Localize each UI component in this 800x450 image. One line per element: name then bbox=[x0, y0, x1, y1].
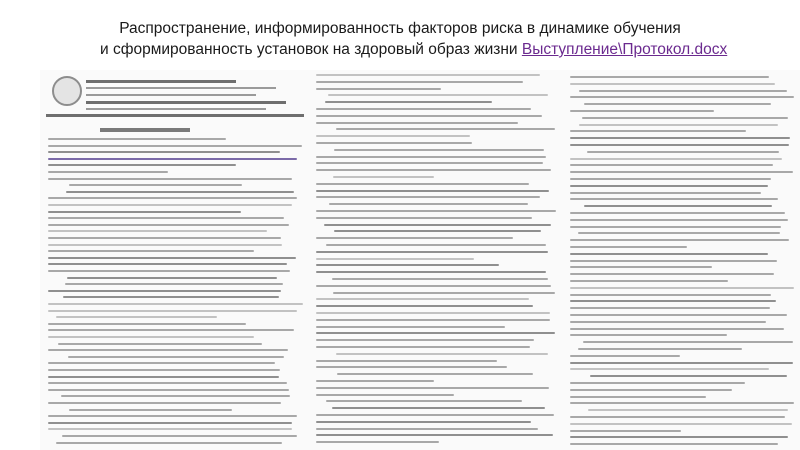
scanned-text-line bbox=[316, 88, 441, 90]
scanned-text-line bbox=[325, 101, 492, 103]
scanned-text-line bbox=[570, 321, 766, 323]
scanned-text-line bbox=[48, 257, 296, 259]
scanned-text-line bbox=[48, 270, 290, 272]
scanned-text-line bbox=[578, 232, 780, 234]
slide-title-line-2 bbox=[100, 39, 728, 60]
scanned-text-line bbox=[316, 285, 551, 287]
scanned-text-line bbox=[333, 176, 434, 178]
scanned-text-line bbox=[329, 203, 528, 205]
scanned-text-line bbox=[316, 264, 499, 266]
scanned-text-line bbox=[48, 329, 294, 331]
scanned-text-line bbox=[570, 396, 706, 398]
scanned-text-line bbox=[570, 307, 770, 309]
scanned-text-line bbox=[48, 376, 279, 378]
scanned-text-line bbox=[570, 334, 727, 336]
scanned-text-line bbox=[63, 296, 279, 298]
scanned-text-line bbox=[570, 246, 687, 248]
scanned-text-line bbox=[48, 158, 297, 160]
scanned-text-line bbox=[48, 250, 254, 252]
scanned-text-line bbox=[48, 224, 289, 226]
scanned-text-line bbox=[48, 211, 241, 213]
questionnaire-heading-line bbox=[100, 128, 190, 132]
scanned-text-line bbox=[570, 164, 773, 166]
scanned-text-line bbox=[570, 287, 794, 289]
scanned-text-line bbox=[48, 415, 297, 417]
scanned-text-line bbox=[316, 135, 470, 137]
scanned-text-line bbox=[316, 428, 538, 430]
scanned-text-line bbox=[316, 108, 531, 110]
scanned-text-line bbox=[570, 368, 769, 370]
scanned-text-line bbox=[316, 196, 540, 198]
scanned-text-line bbox=[48, 151, 280, 153]
scanned-text-line bbox=[579, 124, 778, 126]
slide-title-line-2-text: и сформированность установок на здоровый образ жизни bbox=[100, 41, 522, 58]
scanned-text-line bbox=[316, 122, 518, 124]
scanned-text-line bbox=[570, 273, 774, 275]
scanned-text-line bbox=[324, 224, 551, 226]
scanned-text-line bbox=[570, 83, 775, 85]
scanned-text-line bbox=[48, 197, 297, 199]
scanned-text-line bbox=[48, 244, 282, 246]
header-text-line bbox=[86, 94, 256, 96]
scanned-text-line bbox=[316, 169, 551, 171]
header-text-line bbox=[86, 87, 276, 89]
scanned-text-line bbox=[570, 314, 787, 316]
scanned-text-line bbox=[583, 341, 793, 343]
scanned-text-line bbox=[48, 263, 287, 265]
scanned-text-line bbox=[48, 422, 292, 424]
scanned-text-line bbox=[67, 277, 277, 279]
scanned-text-line bbox=[316, 366, 507, 368]
scanned-text-line bbox=[316, 332, 555, 334]
header-text-line bbox=[86, 108, 266, 110]
scanned-text-line bbox=[337, 373, 533, 375]
scanned-text-line bbox=[570, 144, 789, 146]
scanned-text-line bbox=[570, 266, 712, 268]
scanned-text-line bbox=[316, 312, 550, 314]
scanned-text-line bbox=[334, 230, 541, 232]
scanned-text-line bbox=[316, 210, 556, 212]
scanned-text-line bbox=[570, 171, 793, 173]
scanned-text-line bbox=[48, 349, 288, 351]
scanned-text-line bbox=[336, 353, 548, 355]
scanned-text-line bbox=[48, 362, 275, 364]
scanned-questionnaire-page-3 bbox=[566, 70, 800, 450]
scanned-text-line bbox=[570, 178, 771, 180]
slide-title-line-1: Распространение, информированность факторов риска в динамике обучения bbox=[119, 20, 681, 37]
scanned-text-line bbox=[316, 434, 553, 436]
scanned-text-line bbox=[328, 94, 548, 96]
scanned-text-line bbox=[570, 260, 777, 262]
scanned-text-line bbox=[590, 375, 787, 377]
scanned-text-line bbox=[48, 310, 297, 312]
scanned-text-line bbox=[316, 142, 472, 144]
scanned-text-line bbox=[570, 185, 768, 187]
scanned-text-line bbox=[582, 117, 788, 119]
scanned-text-line bbox=[316, 387, 549, 389]
scanned-text-line bbox=[316, 237, 513, 239]
scanned-text-line bbox=[570, 280, 728, 282]
scanned-text-line bbox=[65, 283, 283, 285]
scanned-text-line bbox=[48, 303, 303, 305]
scanned-text-line bbox=[48, 217, 284, 219]
scanned-text-line bbox=[69, 409, 232, 411]
scanned-text-line bbox=[48, 336, 254, 338]
scanned-text-line bbox=[570, 402, 794, 404]
scanned-text-line bbox=[570, 96, 794, 98]
scanned-text-line bbox=[48, 290, 281, 292]
scanned-text-line bbox=[570, 362, 793, 364]
scanned-text-line bbox=[316, 360, 497, 362]
scanned-text-line bbox=[570, 130, 746, 132]
scanned-text-line bbox=[48, 145, 302, 147]
scanned-text-line bbox=[570, 430, 681, 432]
scanned-text-line bbox=[316, 115, 542, 117]
scanned-text-line bbox=[316, 305, 533, 307]
scanned-text-line bbox=[584, 103, 771, 105]
scanned-text-line bbox=[48, 138, 226, 140]
scanned-text-line bbox=[48, 178, 292, 180]
scanned-text-line bbox=[48, 402, 281, 404]
scanned-text-line bbox=[61, 395, 290, 397]
scanned-text-line bbox=[570, 253, 768, 255]
scanned-text-line bbox=[579, 90, 787, 92]
scanned-text-line bbox=[48, 204, 292, 206]
scanned-questionnaire-page-1 bbox=[40, 70, 312, 450]
scanned-text-line bbox=[570, 226, 781, 228]
scanned-text-line bbox=[48, 369, 280, 371]
scanned-text-line bbox=[56, 316, 217, 318]
scanned-text-line bbox=[316, 394, 454, 396]
scanned-text-line bbox=[316, 271, 546, 273]
scanned-text-line bbox=[316, 326, 505, 328]
scanned-text-line bbox=[326, 244, 546, 246]
scanned-text-line bbox=[570, 137, 790, 139]
scanned-text-line bbox=[48, 171, 168, 173]
scanned-text-line bbox=[570, 192, 761, 194]
scanned-text-line bbox=[316, 74, 540, 76]
scanned-text-line bbox=[570, 382, 745, 384]
scanned-text-line bbox=[570, 436, 788, 438]
scanned-text-line bbox=[570, 239, 789, 241]
scanned-text-line bbox=[316, 251, 548, 253]
header-text-line bbox=[86, 80, 236, 83]
scanned-text-line bbox=[584, 205, 772, 207]
scanned-text-line bbox=[316, 339, 534, 341]
scanned-text-line bbox=[588, 409, 788, 411]
scanned-text-line bbox=[316, 319, 550, 321]
scanned-text-line bbox=[316, 190, 549, 192]
scanned-text-line bbox=[570, 300, 776, 302]
scanned-text-line bbox=[316, 258, 474, 260]
scanned-text-line bbox=[570, 355, 680, 357]
scanned-text-line bbox=[48, 382, 287, 384]
scanned-text-line bbox=[48, 230, 267, 232]
document-header-block bbox=[46, 74, 304, 118]
scanned-text-line bbox=[332, 278, 548, 280]
slide-title bbox=[100, 18, 728, 60]
scanned-text-line bbox=[333, 292, 555, 294]
scanned-text-line bbox=[332, 407, 545, 409]
scanned-text-line bbox=[570, 389, 732, 391]
scanned-text-line bbox=[48, 237, 281, 239]
scanned-text-line bbox=[570, 158, 782, 160]
scanned-text-line bbox=[48, 389, 289, 391]
header-text-line bbox=[46, 114, 304, 117]
scanned-text-line bbox=[570, 328, 784, 330]
scanned-text-line bbox=[570, 212, 785, 214]
scanned-text-line bbox=[570, 416, 785, 418]
scanned-text-line bbox=[316, 421, 531, 423]
scanned-text-line bbox=[62, 435, 297, 437]
scanned-text-line bbox=[316, 162, 543, 164]
institution-emblem-icon bbox=[52, 76, 82, 106]
scanned-text-line bbox=[48, 323, 246, 325]
scanned-text-line bbox=[69, 184, 242, 186]
scanned-text-line bbox=[68, 356, 284, 358]
protocol-document-link[interactable]: Выступление\Протокол.docx bbox=[521, 41, 728, 58]
scanned-text-line bbox=[316, 183, 529, 185]
scanned-text-line bbox=[570, 76, 769, 78]
scanned-text-line bbox=[316, 380, 434, 382]
scanned-text-line bbox=[56, 442, 282, 444]
scanned-text-line bbox=[48, 164, 236, 166]
scanned-text-line bbox=[336, 128, 555, 130]
scanned-text-line bbox=[578, 348, 742, 350]
scanned-text-line bbox=[570, 443, 778, 445]
scanned-text-line bbox=[570, 294, 771, 296]
scanned-text-line bbox=[570, 219, 788, 221]
scanned-text-line bbox=[334, 149, 544, 151]
scanned-text-line bbox=[48, 428, 292, 430]
scanned-text-line bbox=[316, 81, 523, 83]
scanned-text-line bbox=[316, 298, 529, 300]
scanned-text-line bbox=[570, 110, 714, 112]
scanned-questionnaire-page-2 bbox=[312, 70, 566, 450]
scanned-text-line bbox=[316, 346, 530, 348]
scanned-text-line bbox=[316, 441, 439, 443]
scanned-text-line bbox=[326, 400, 522, 402]
scanned-text-line bbox=[587, 151, 779, 153]
scanned-text-line bbox=[58, 343, 262, 345]
scanned-text-line bbox=[316, 414, 554, 416]
scanned-text-line bbox=[316, 217, 532, 219]
header-text-line bbox=[86, 101, 286, 104]
scanned-text-line bbox=[570, 198, 778, 200]
scanned-text-line bbox=[316, 156, 546, 158]
scanned-text-line bbox=[570, 423, 792, 425]
scanned-text-line bbox=[66, 191, 294, 193]
